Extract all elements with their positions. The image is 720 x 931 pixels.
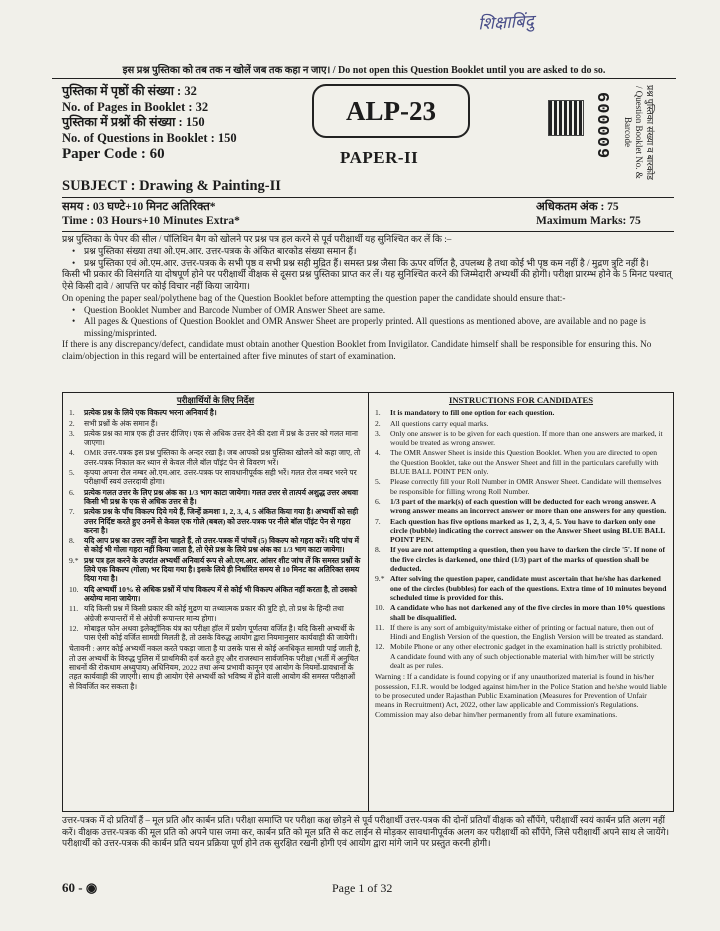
english-instructions-heading: INSTRUCTIONS FOR CANDIDATES	[448, 395, 594, 405]
paper-code: Paper Code : 60	[62, 146, 165, 163]
intro-english: On opening the paper seal/polythene bag of the Question Booklet before attempting the question paper the candidate should ensure that:-	[62, 292, 566, 303]
subject-title: SUBJECT : Drawing & Painting-II	[62, 178, 281, 194]
page-footer	[62, 880, 674, 898]
exam-code-box	[312, 84, 470, 138]
list-item: 6. प्रत्येक गलत उत्तर के लिए प्रश्न अंक का 1/3 भाग काटा जायेगा। गलत उत्तर से तात्पर्य अशुद्ध उत्तर अथवा किसी भी प्रश्न के एक से अधिक उत्तर से है।	[69, 487, 359, 506]
time-english: Time : 03 Hours+10 Minutes Extra*	[62, 215, 240, 227]
list-item: 7. Each question has five options marked as 1, 2, 3, 4, 5. You have to darken only one circle (bubble) indicating the correct answer on the Answer Sheet using BLUE BALL POINT PEN.	[375, 516, 665, 545]
pre-exam-checklist	[62, 234, 674, 363]
paper-title: PAPER-II	[340, 148, 419, 167]
list-item: 10. यदि अभ्यर्थी 10% से अधिक प्रश्नों में पांच विकल्प में से कोई भी विकल्प अंकित नहीं करता है, तो उसको अयोग्य माना जायेगा।	[69, 584, 357, 603]
instructions-panel	[62, 392, 674, 812]
hindi-warning: चेतावनी : अगर कोई अभ्यर्थी नकल करते पकड़ा जाता है या उसके पास से कोई अनधिकृत सामग्री पाई जाती है, तो उस अभ्यर्थी के विरुद्ध पुलिस में प्राथमिकी दर्ज करते हुए और राजस्थान सार्वजनिक परीक्षा (भर्ती में अनुचित साधनों की रोकथाम अध्युपाय) अधिनियम, 2022 तथा अन्य प्रभावी कानून एवं आयोग के नियमों-प्रावधानों के तहत कार्यवाही की जाएगी। साथ ही आयोग ऐसे अभ्यर्थी को भविष्य में होने वाली आयोग की समस्त परीक्षाओं से विवर्जित कर सकता है।	[69, 644, 361, 691]
qr-code-icon	[548, 100, 584, 136]
hindi-instructions	[63, 393, 369, 811]
list-item: 4. OMR उत्तर-पत्रक इस प्रश्न पुस्तिका के अन्दर रखा है। जब आपको प्रश्न पुस्तिका खोलने को कहा जाए, तो उत्तर-पत्रक निकाल कर ध्यान से केवल नीले बॉल पॉइंट पेन से विवरण भरें।	[69, 448, 361, 467]
list-item: 2. सभी प्रश्नों के अंक समान हैं।	[69, 418, 158, 428]
list-item: 9.* After solving the question paper, candidate must ascertain that he/she has darkened one of the circles (bubbles) for each of the questions. Extra time of 10 minutes beyond scheduled time is provided for this.	[375, 574, 667, 602]
list-item: • Question Booklet Number and Barcode Number of OMR Answer Sheet are same.	[62, 305, 674, 317]
list-item: 9.* प्रश्न पत्र हल करने के उपरांत अभ्यर्थी अनिवार्य रूप से ओ.एम.आर. आंसर शीट जांच लें कि समस्त प्रश्नों के लिये एक विकल्प (गोला) भर दिया गया है। इसके लिये ही निर्धारित समय से 10 मिनट का अतिरिक्त समय दिया गया है।	[69, 555, 361, 584]
handwritten-signature: शिक्षाबिंदु	[477, 11, 535, 35]
list-item: 11. यदि किसी प्रश्न में किसी प्रकार की कोई मुद्रण या तथ्यात्मक प्रकार की त्रुटि हो, तो प्रश्न के हिन्दी तथा अंग्रेजी रूपान्तरों में से अंग्रेजी रूपान्तर मान्य होगा।	[69, 604, 344, 623]
english-instructions	[369, 393, 673, 811]
list-item: • All pages & Questions of Question Booklet and OMR Answer Sheet are properly printed. All questions as mentioned above, are available and no page is missing/misprinted.	[62, 316, 674, 339]
booklet-number: 600009	[592, 92, 611, 160]
list-item: 2. All questions carry equal marks.	[375, 418, 489, 428]
list-item: 8. If you are not attempting a question, then you have to darken the circle '5'. If none of the five circles is darkened, one third (1/3) part of the marks of question shall be deducted.	[375, 545, 665, 574]
time-block	[62, 200, 240, 228]
list-item: 8. यदि आप प्रश्न का उत्तर नहीं देना चाहते हैं, तो उत्तर-पत्रक में पांचवें (5) विकल्प को गहरा करें। यदि पांच में से कोई भी गोला गहरा नहीं किया जाता है, तो ऐसे प्रश्न के लिये प्रश्न अंक का 1/3 भाग काटा जायेगा।	[69, 536, 359, 555]
list-item: 1. It is mandatory to fill one option for each question.	[375, 408, 555, 418]
pages-count-english: No. of Pages in Booklet : 32	[62, 99, 209, 114]
pages-count-hindi: पुस्तिका में पृष्ठों की संख्या : 32	[62, 84, 197, 98]
list-item: 7. प्रत्येक प्रश्न के पाँच विकल्प दिये गये हैं, जिन्हें क्रमशः 1, 2, 3, 4, 5 अंकित किया गया है। अभ्यर्थी को सही उत्तर निर्दिष्ट करते हुए उनमें से केवल एक गोले (बबल) को उत्तर-पत्रक पर नीले बॉल पॉइंट पेन से गहरा करना है।	[69, 507, 359, 535]
list-item: 11. If there is any sort of ambiguity/mistake either of printing or factual nature, then out of Hindi and English Version of the question, the English Version will be treated as standard.	[375, 622, 664, 642]
list-item: 12. Mobile Phone or any other electronic gadget in the examination hall is strictly prohibited. A candidate found with any of such objectionable material with him/her will be strictly dealt as per rules.	[375, 642, 663, 671]
intro-hindi-tail: किसी भी प्रकार की विसंगति या दोषपूर्ण होने पर परीक्षार्थी वीक्षक से दूसरा प्रश्न पुस्तिका प्राप्त कर लें। यह सुनिश्चित करने की जिम्मेदारी अभ्यर्थी की होगी। परीक्षा प्रारम्भ होने के 5 मिनट पश्चात् ऐसे किसी दावे / आपत्ति पर कोई विचार नहीं किया जायेगा।	[62, 269, 672, 291]
divider	[62, 231, 674, 232]
questions-count-hindi: पुस्तिका में प्रश्नों की संख्या : 150	[62, 115, 205, 130]
hindi-instructions-heading: परीक्षार्थियों के लिए निर्देश	[176, 395, 255, 405]
marks-hindi: अधिकतम अंक : 75	[536, 201, 619, 213]
marks-block	[536, 200, 641, 228]
list-item: 5. Please correctly fill your Roll Number in OMR Answer Sheet. Candidate will themselves be responsible for filling wrong Roll Number.	[375, 477, 662, 496]
intro-english-tail: If there is any discrepancy/defect, candidate must obtain another Question Booklet from Invigilator. Candidate himself shall be responsible for ensuring this. No claim/objection in this regard will be entertained after five minutes of start of examination.	[62, 339, 652, 361]
answer-sheet-note: उत्तर-पत्रक में दो प्रतियाँ हैं – मूल प्रति और कार्बन प्रति। परीक्षा समाप्ति पर परीक्षा कक्ष छोड़ने से पूर्व परीक्षार्थी उत्तर-पत्रक की दोनों प्रतियाँ वीक्षक को सौंपेंगे, परीक्षार्थी स्वयं कार्बन प्रति अलग नहीं करें। वीक्षक उत्तर-पत्रक की मूल प्रति को अपने पास जमा कर, कार्बन प्रति को मूल प्रति से कट लाईन से मोड़कर सावधानीपूर्वक अलग कर परीक्षार्थी को सौंपेंगे, जिसे परीक्षार्थी अपने साथ ले जायेंगे। परीक्षार्थी को उत्तर-पत्रक की कार्बन प्रति चयन प्रक्रिया पूर्ण होने तक सुरक्षित रखनी होगी एवं आयोग द्वारा मांगे जाने पर प्रस्तुत करनी होगी।	[62, 815, 670, 848]
time-hindi: समय : 03 घण्टे+10 मिनट अतिरिक्त*	[62, 201, 216, 213]
english-warning: Warning : If a candidate is found copying or if any unauthorized material is found in his/her possession, F.I.R. would be lodged against him/her in the Police Station and he/she would liable to be prosecuted under Rajasthan Public Examination (Measures for Prevention of Unfair means in Recruitment) Act, 2022, other law applicable and Commission's Regulations. Commission may also debar him/her permanently from all future examinations.	[375, 672, 667, 719]
list-item: 3. Only one answer is to be given for each question. If more than one answers are marked, it would be treated as wrong answer.	[375, 428, 663, 448]
exam-code: ALP-23	[346, 95, 436, 126]
list-item: 6. 1/3 part of the mark(s) of each question will be deducted for each wrong answer. A wrong answer means an incorrect answer or more than one answers for any question.	[375, 496, 667, 516]
booklet-code: 60 - ◉	[62, 880, 98, 895]
page-number: Page 1 of 32	[332, 881, 393, 895]
list-item: • प्रश्न पुस्तिका एवं ओ.एम.आर. उत्तर-पत्रक के सभी पृष्ठ व सभी प्रश्न सही मुद्रित हैं। समस्त प्रश्न जैसा कि ऊपर वर्णित है, उपलब्ध है तथा कोई भी पृष्ठ कम नहीं है / मुद्रण त्रुटि नहीं है।	[62, 258, 674, 270]
questions-count-english: No. of Questions in Booklet : 150	[62, 130, 237, 145]
intro-hindi: प्रश्न पुस्तिका के पेपर की सील / पॉलिथिन बैग को खोलने पर प्रश्न पत्र हल करने से पूर्व परीक्षार्थी यह सुनिश्चित कर लें कि :–	[62, 234, 452, 244]
list-item: 12. मोबाइल फोन अथवा इलेक्ट्रॉनिक यंत्र का परीक्षा हॉल में प्रयोग पूर्णतया वर्जित है। यदि किसी अभ्यर्थी के पास ऐसी कोई वर्जित सामग्री मिलती है, तो उसके विरुद्ध आयोग द्वारा नियमानुसार कार्यवाही की जायेगी।	[69, 623, 358, 643]
booklet-number-label: प्रश्न पुस्तिका संख्या व बारकोड / Question Booklet No. & Barcode	[623, 84, 655, 180]
list-item: 4. The OMR Answer Sheet is inside this Question Booklet. When you are directed to open the Question Booklet, take out the Answer Sheet and fill in the particulars carefully with BLUE BALL POINT PEN only.	[375, 448, 659, 477]
list-item: 3. प्रत्येक प्रश्न का मात्र एक ही उत्तर दीजिए। एक से अधिक उत्तर देने की दशा में प्रश्न के उत्तर को गलत माना जाएगा।	[69, 428, 359, 448]
list-item: • प्रश्न पुस्तिका संख्या तथा ओ.एम.आर. उत्तर-पत्रक के अंकित बारकोड संख्या समान हैं।	[62, 246, 674, 258]
divider	[62, 197, 674, 198]
booklet-meta	[62, 84, 237, 163]
marks-english: Maximum Marks: 75	[536, 215, 641, 227]
list-item: 10. A candidate who has not darkened any of the five circles in more than 10% questions shall be disqualified.	[375, 603, 666, 622]
list-item: 5. कृपया अपना रोल नम्बर ओ.एम.आर. उत्तर-पत्रक पर सावधानीपूर्वक सही भरें। गलत रोल नम्बर भरने पर परीक्षार्थी स्वयं उत्तरदायी होगा।	[69, 468, 357, 487]
list-item: 1. प्रत्येक प्रश्न के लिये एक विकल्प भरना अनिवार्य है।	[69, 408, 217, 418]
do-not-open-warning: इस प्रश्न पुस्तिका को तब तक न खोलें जब तक कहा न जाए। / Do not open this Question Booklet until you are asked to do so.	[52, 62, 676, 79]
